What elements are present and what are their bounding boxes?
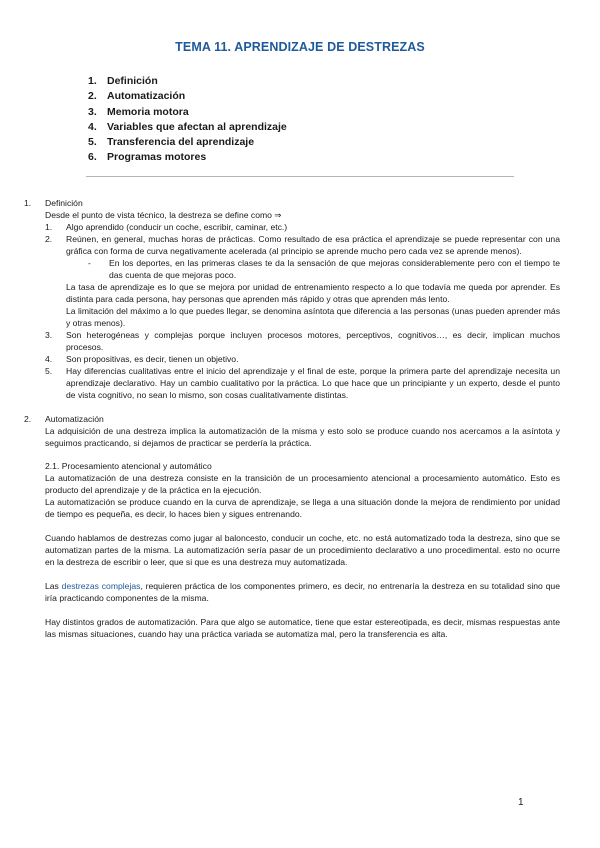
paragraph-text: , requieren práctica de los componentes primero, es decir, no entrenaría la destreza en su totalidad sino que iría practicando componentes de la misma. [45, 581, 560, 603]
toc-item-label: Automatización [107, 90, 186, 103]
list-item-text: Hay diferencias cualitativas entre el inicio del aprendizaje y el final de este, porque la primera parte del aprendizaje necesita un aprendizaje declarativo. Hay un cambio cualitativo por la práctica. Lo que hace que un principiante y un experto, desde el punto de vista cognitivo, no sean lo mismo, son cosas cualitativamente distintas. [66, 366, 560, 400]
toc-item-number: 3. [88, 105, 97, 118]
toc-item [88, 135, 287, 150]
paragraph-text: Las [45, 581, 62, 591]
list-item-number: 5. [45, 366, 53, 376]
section-title: Definición [45, 198, 83, 208]
document-body [24, 197, 560, 640]
list-item-number: 1. [45, 222, 53, 232]
toc-item-number: 1. [88, 75, 97, 87]
list-item-text: Son heterogéneas y complejas porque incluyen procesos motores, perceptivos, cognitivos…, es decir, implican muchos procesos. [66, 330, 560, 352]
page-title: TEMA 11. APRENDIZAJE DE DESTREZAS [175, 40, 425, 54]
section-heading-definicion [24, 197, 560, 209]
toc-item-number: 5. [88, 136, 97, 149]
paragraph-asymptote: La limitación del máximo a lo que puedes llegar, se denomina asíntota que diferencia a las personas (unas pueden aprender más y otras menos). [66, 306, 560, 328]
subsection-heading: 2.1. Procesamiento atencional y automático [45, 461, 212, 471]
section-number: 2. [24, 414, 32, 424]
list-item [45, 353, 560, 365]
bullet-text: En los deportes, en las primeras clases te da la sensación de que mejoras considerablemente pero con el tiempo te das cuenta de que mejoras poco. [109, 258, 560, 280]
paragraph [45, 580, 560, 604]
divider [86, 176, 514, 177]
table-of-contents [88, 74, 287, 166]
toc-item-label: Transferencia del aprendizaje [107, 136, 255, 149]
bullet-marker: - [88, 258, 91, 268]
toc-item-number: 4. [88, 120, 97, 133]
paragraph: Cuando hablamos de destrezas como jugar al baloncesto, conducir un coche, etc. no está automatizado toda la destreza, sino que se automatizan partes de la misma. La automatización sería pasar de un procedimiento declarativo a uno procedimental. esto no ocurre en la destreza de escribir o leer, que si que es una destreza muy automatizada. [45, 533, 560, 567]
section-number: 1. [24, 198, 32, 208]
section-title: Automatización [45, 414, 104, 424]
section-heading-automatizacion [24, 413, 560, 425]
list-item-body [66, 233, 560, 329]
toc-item-number: 2. [88, 90, 97, 103]
paragraph: La automatización de una destreza consiste en la transición de un procesamiento atencional a procesamiento automático. Esto es producto del aprendizaje y de la práctica en la ejecución. [45, 473, 560, 495]
toc-item-label: Definición [107, 75, 158, 87]
complex-skills-link[interactable]: destrezas complejas [61, 581, 141, 591]
list-item [45, 329, 560, 353]
list-item [45, 233, 560, 329]
paragraph-learning-rate: La tasa de aprendizaje es lo que se mejora por unidad de entrenamiento respecto a lo que todavía me queda por aprender. Es distinta para cada persona, hay personas que aprenden más rápido y otras que aprenden más lento. [66, 282, 560, 304]
toc-item-number: 6. [88, 151, 97, 164]
toc-item [88, 89, 287, 104]
paragraph: Hay distintos grados de automatización. Para que algo se automatice, tiene que estar estereotipada, es decir, mismas respuestas ante las mismas situaciones, cuando hay una práctica variada se automatiza mal, pero la transferencia es alta. [45, 617, 560, 639]
toc-item-label: Programas motores [107, 151, 207, 164]
list-item [45, 365, 560, 401]
list-item-number: 4. [45, 354, 53, 364]
list-item-text: Reúnen, en general, muchas horas de prácticas. Como resultado de esa práctica el aprendizaje se puede representar con una gráfica con forma de curva negativamente acelerada (al principio se aprende mucho pero cada vez se aprende menos). [66, 234, 560, 256]
paragraph: La automatización se produce cuando en la curva de aprendizaje, se llega a una situación donde la mejora de rendimiento por unidad de tiempo es pequeña, es decir, lo haces bien y sigues entrenando. [45, 497, 560, 519]
section-intro: Desde el punto de vista técnico, la destreza se define como ⇒ [45, 210, 282, 220]
toc-item-label: Memoria motora [107, 105, 189, 118]
toc-item-label: Variables que afectan al aprendizaje [107, 120, 287, 133]
list-item-text: Son propositivas, es decir, tienen un objetivo. [66, 354, 239, 364]
page-number: 1 [518, 797, 524, 808]
bullet-item [88, 257, 560, 281]
toc-item [88, 150, 287, 165]
list-item-text: Algo aprendido (conducir un coche, escribir, caminar, etc.) [66, 222, 288, 232]
list-item-number: 3. [45, 330, 53, 340]
toc-item [88, 74, 287, 89]
definition-list [45, 221, 560, 401]
toc-item [88, 105, 287, 120]
toc-item [88, 120, 287, 135]
list-item [45, 221, 560, 233]
list-item-number: 2. [45, 234, 53, 244]
section-intro: La adquisición de una destreza implica la automatización de la misma y esto solo se produce cuando nos acercamos a la asíntota y seguimos practicando, si dejamos de practicar se perdería la práctica. [45, 426, 560, 448]
